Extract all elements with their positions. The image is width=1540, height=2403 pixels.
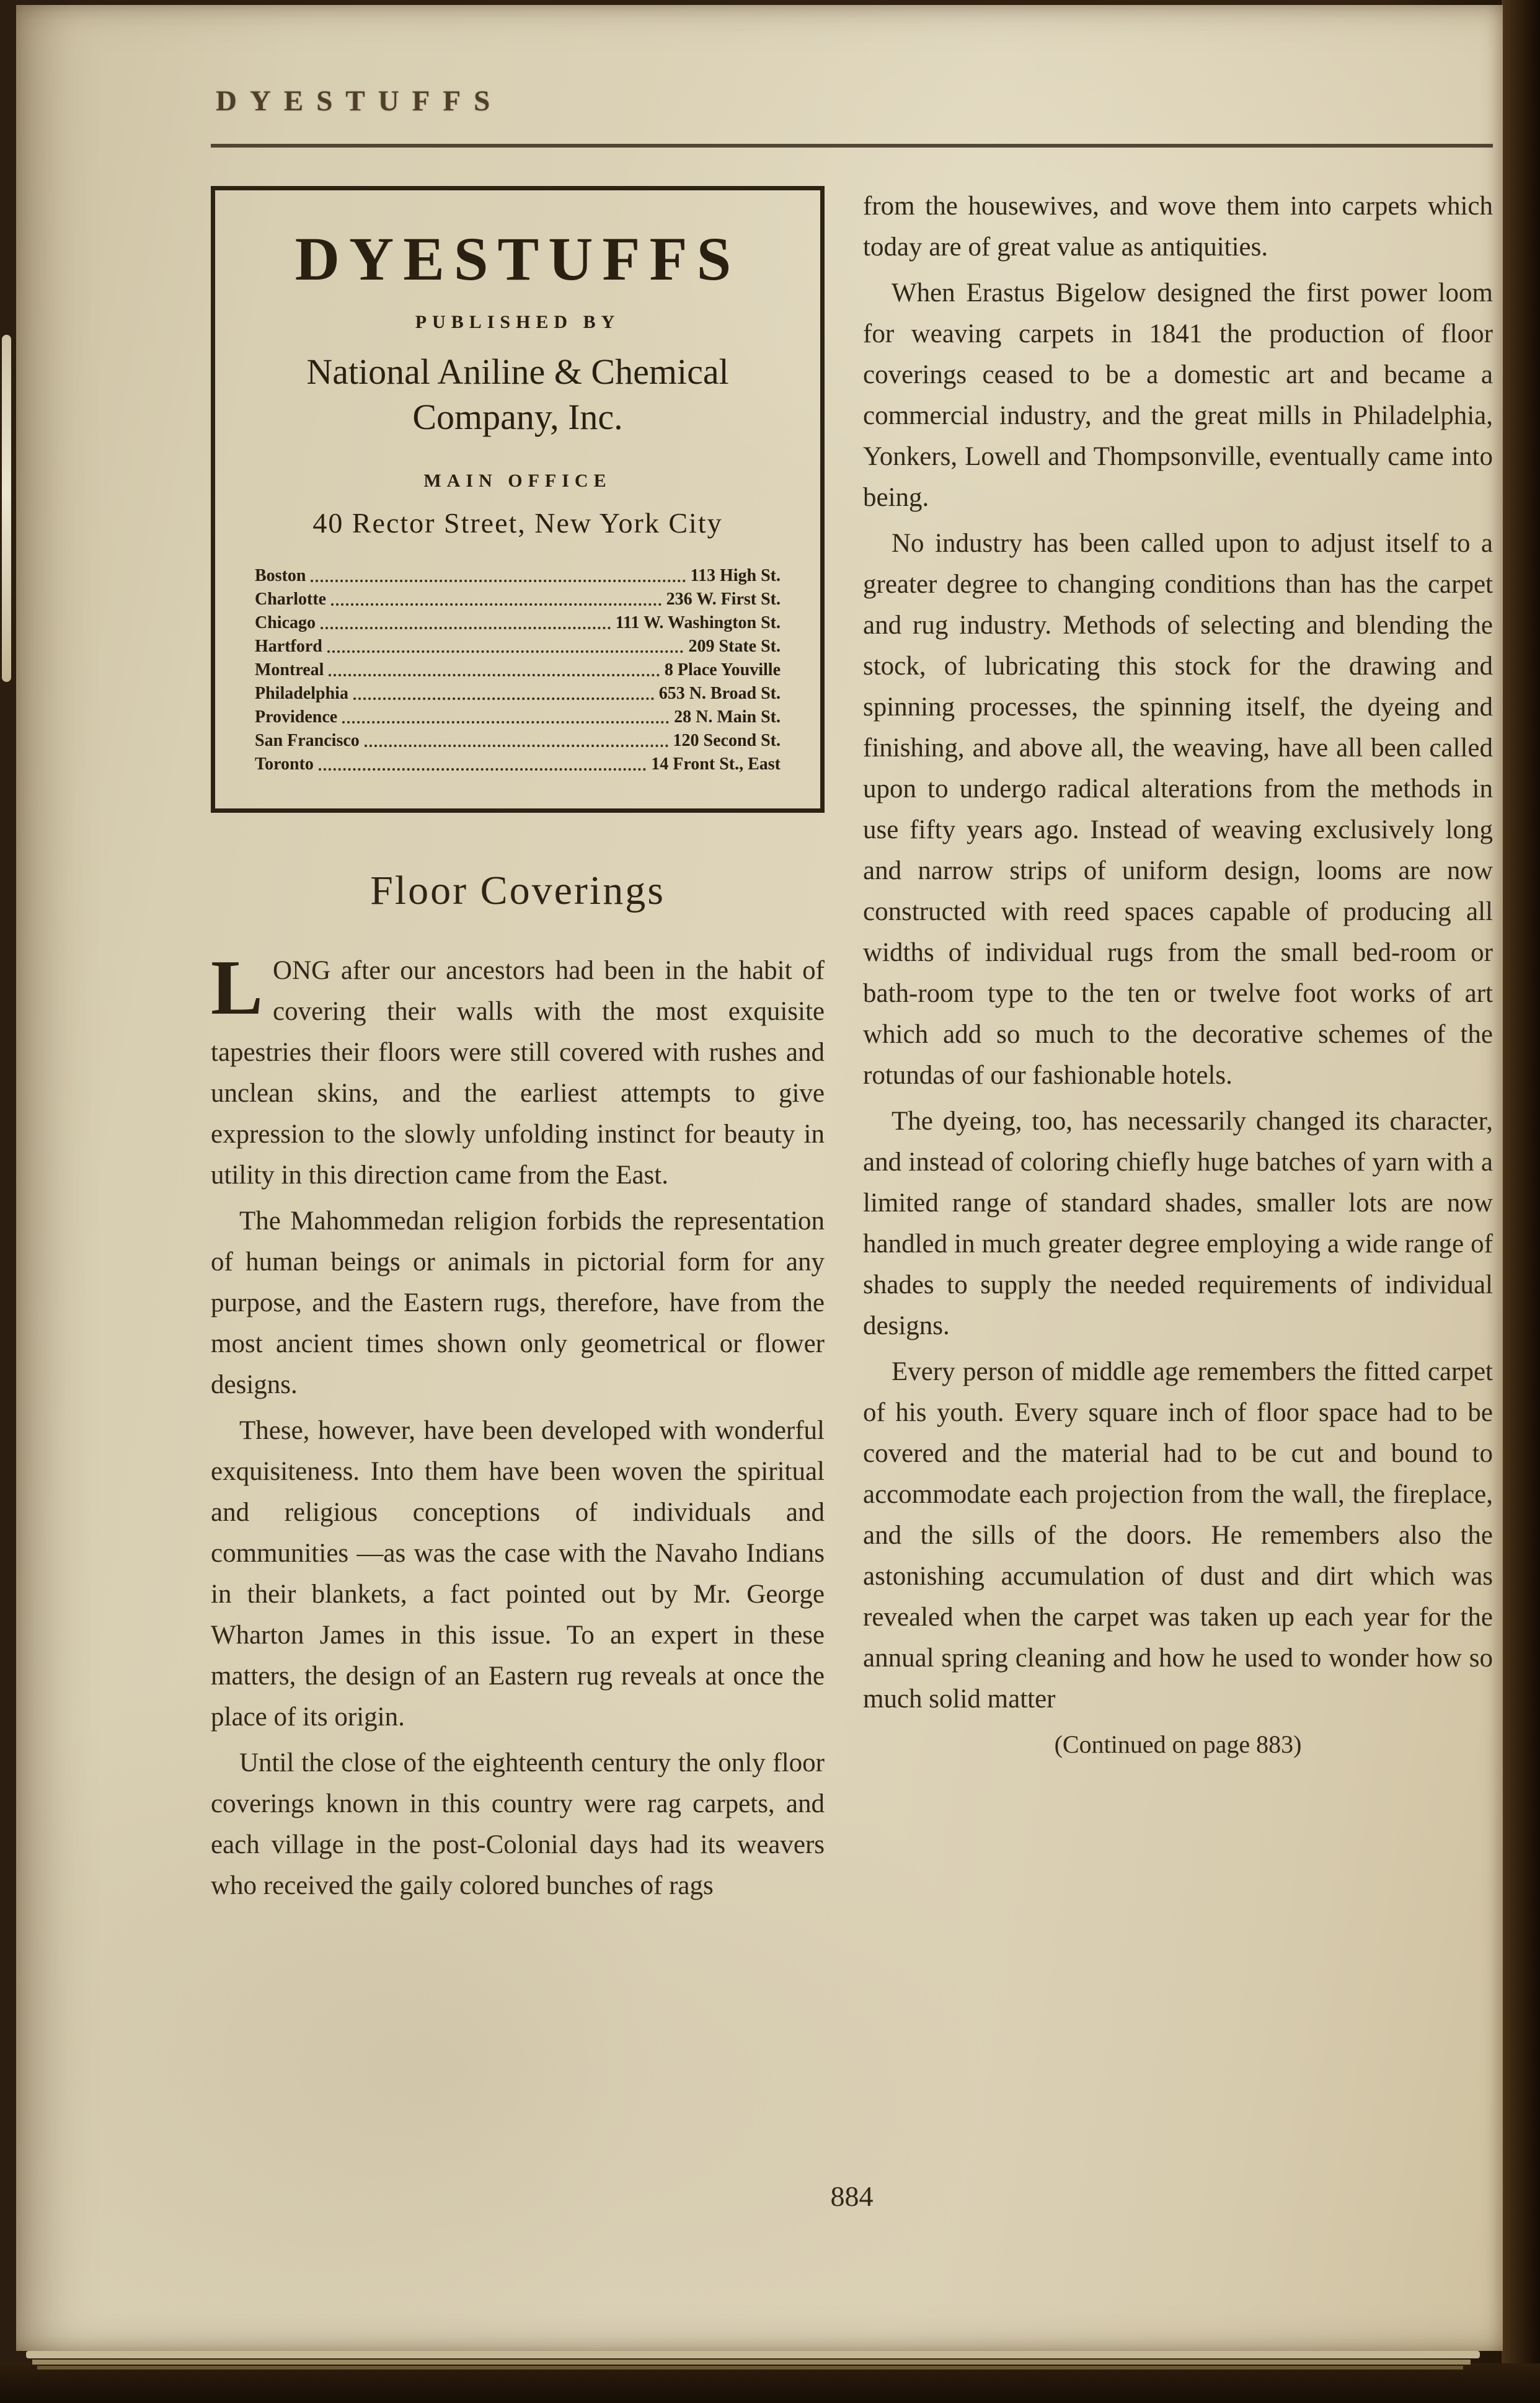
office-city: Boston	[255, 566, 306, 586]
magazine-page	[16, 5, 1503, 2351]
opening-text: ONG after our ancestors had been in the habit of covering their walls with the most exquisite tapestries their floors were still covered with rushes and unclean skins, and the earliest attempts to give expression to the slowly unfolding instinct for beauty in utility in this direction came from the East.	[211, 956, 825, 1190]
dot-leader	[327, 650, 684, 653]
page-stack-edge	[26, 2351, 1480, 2358]
office-address: 236 W. First St.	[666, 590, 781, 609]
office-row	[255, 635, 781, 658]
dyestuffs-advertisement	[211, 186, 825, 813]
dot-leader	[311, 580, 685, 582]
book-cover-right-edge	[1502, 0, 1540, 2403]
ad-company-line1: National Aniline & Chemical	[306, 352, 729, 392]
office-address: 8 Place Youville	[664, 660, 781, 680]
paragraph: The Mahommedan religion forbids the representation of human beings or animals in pictorial form for any purpose, and the Eastern rugs, therefore, have from the most ancient times shown only geometrical or flower designs.	[211, 1206, 825, 1400]
office-city: Hartford	[255, 637, 322, 657]
page-number: 884	[830, 2180, 874, 2212]
paragraph: The dyeing, too, has necessarily changed its character, and instead of coloring chiefly huge batches of yarn with a limited range of standard shades, smaller lots are now handled in much greater degree employing a wide range of shades to supply the needed requirements of individual designs.	[863, 1107, 1493, 1340]
office-address: 120 Second St.	[673, 731, 781, 751]
dot-leader	[353, 697, 654, 700]
office-city: San Francisco	[255, 731, 360, 751]
office-address: 28 N. Main St.	[674, 707, 781, 727]
office-address: 14 Front St., East	[651, 755, 781, 774]
dot-leader	[342, 721, 669, 724]
office-city: Montreal	[255, 660, 324, 680]
dot-leader	[331, 603, 662, 606]
continued-note: (Continued on page 883)	[1054, 1730, 1302, 1758]
office-row	[255, 564, 781, 588]
office-row	[255, 753, 781, 776]
header-rule	[211, 144, 1493, 148]
ad-title: DYESTUFFS	[294, 224, 741, 293]
left-column	[211, 186, 825, 1911]
ad-main-office-label: MAIN OFFICE	[423, 471, 612, 492]
dot-leader	[365, 745, 668, 747]
paragraph-opening	[211, 945, 825, 1196]
office-row	[255, 706, 781, 729]
ad-office-list	[255, 564, 781, 776]
office-row	[255, 682, 781, 706]
office-row	[255, 729, 781, 753]
office-city: Philadelphia	[255, 684, 348, 704]
page-stack-edge	[37, 2366, 1463, 2370]
dot-leader	[321, 627, 611, 629]
office-row	[255, 611, 781, 635]
ad-published-by: PUBLISHED BY	[415, 312, 621, 332]
paragraph: These, however, have been developed with wonderful exquisiteness. Into them have been woven the spiritual and religious conceptions of individuals and communities —as was the case with the Navaho Indians in their blankets, a fact pointed out by Mr. George Wharton James in this issue. To an expert in these matters, the design of an Eastern rug reveals at once the place of its origin.	[211, 1416, 825, 1732]
office-row	[255, 658, 781, 682]
page-stack-edge	[32, 2360, 1471, 2365]
office-city: Providence	[255, 707, 338, 727]
office-city: Toronto	[255, 755, 314, 774]
office-address: 209 State St.	[688, 637, 781, 657]
paragraph: No industry has been called upon to adjust itself to a greater degree to changing conditions than has the carpet and rug industry. Methods of selecting and blending the stock, of lubricating this stock for the drawing and spinning processes, the spinning itself, the dyeing and finishing, and above all, the weaving, have all been called upon to undergo radical alterations from the methods in use fifty years ago. Instead of weaving exclusively long and narrow strips of uniform design, looms are now constructed with reed spaces capable of producing all widths of individual rugs from the small bed-room or bath-room type to the ten or twelve foot works of art which add so much to the decorative schemes of the rotundas of our fashionable hotels.	[863, 529, 1493, 1090]
dot-leader	[319, 768, 646, 771]
paragraph: Every person of middle age remembers the fitted carpet of his youth. Every square inch of floor space had to be covered and the material had to be cut and bound to accommodate each projection from the wall, the fireplace, and the sills of the doors. He remembers also the astonishing accumulation of dust and dirt which was revealed when the carpet was taken up each year for the annual spring cleaning and how he used to wonder how so much solid matter	[863, 1357, 1493, 1714]
paragraph-continuation: from the housewives, and wove them into carpets which today are of great value as antiquities.	[863, 192, 1493, 262]
office-city: Chicago	[255, 613, 316, 633]
dot-leader	[329, 674, 659, 676]
office-address: 113 High St.	[690, 566, 781, 586]
page-edge-sliver	[2, 335, 11, 682]
paragraph: When Erastus Bigelow designed the first power loom for weaving carpets in 1841 the production of floor coverings ceased to be a domestic art and became a commercial industry, and the great mills in Philadelphia, Yonkers, Lowell and Thompsonville, eventually came into being.	[863, 278, 1493, 512]
paragraph: Until the close of the eighteenth century the only floor coverings known in this country were rag carpets, and each village in the post-Colonial days had its weavers who received the gaily colored bunches of rags	[211, 1748, 825, 1901]
drop-cap: L	[211, 945, 263, 1032]
office-address: 653 N. Broad St.	[658, 684, 781, 704]
ad-main-office-address: 40 Rector Street, New York City	[312, 507, 723, 539]
office-row	[255, 588, 781, 611]
right-column	[863, 186, 1493, 1759]
ad-company-line2: Company, Inc.	[412, 397, 623, 438]
running-head: DYESTUFFS	[216, 85, 503, 117]
office-address: 111 W. Washington St.	[615, 613, 781, 633]
ad-company-name	[255, 349, 781, 440]
article-title: Floor Coverings	[370, 868, 665, 914]
office-city: Charlotte	[255, 590, 327, 609]
